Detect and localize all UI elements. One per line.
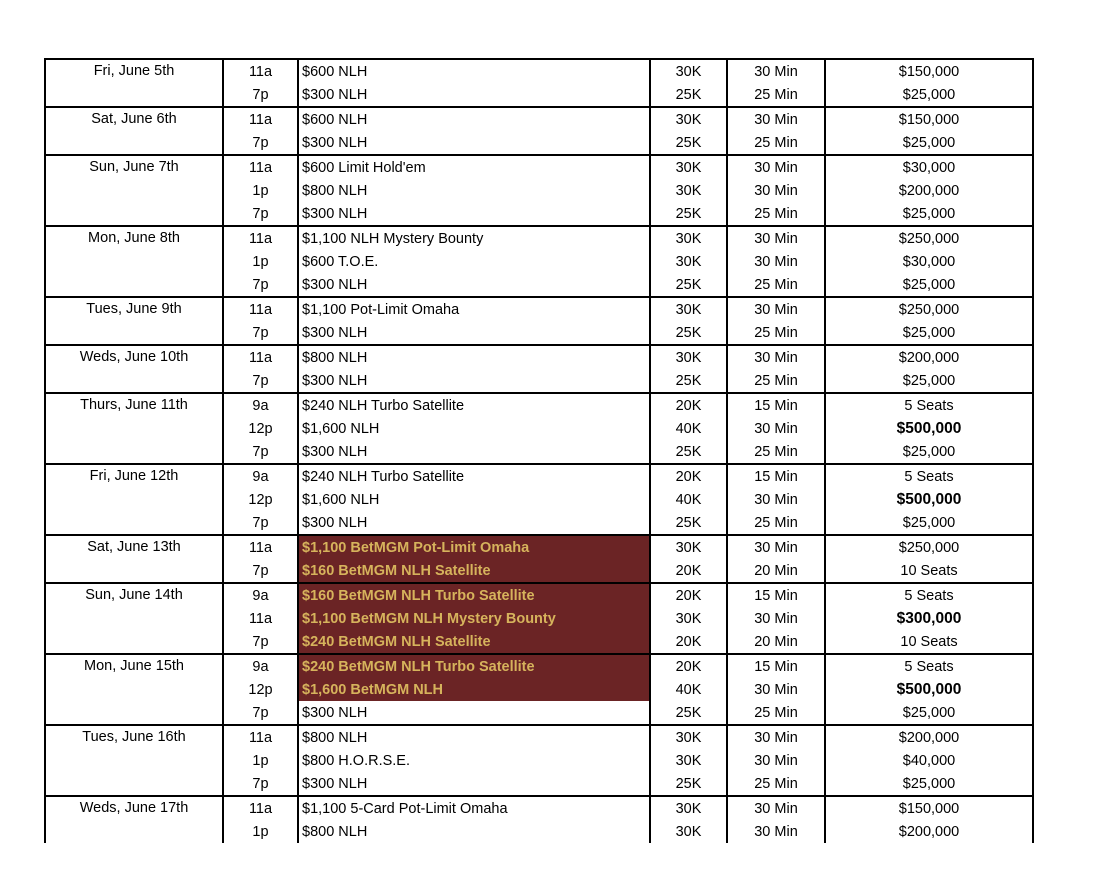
time-cell: 7p xyxy=(223,321,298,345)
level-cell: 30 Min xyxy=(727,345,825,369)
event-cell: $300 NLH xyxy=(298,131,650,155)
event-cell: $1,600 NLH xyxy=(298,488,650,511)
day-cell: Weds, June 10th xyxy=(45,345,223,393)
level-cell: 30 Min xyxy=(727,678,825,701)
stack-cell: 30K xyxy=(650,250,727,273)
guarantee-cell: 5 Seats xyxy=(825,464,1033,488)
time-cell: 12p xyxy=(223,678,298,701)
event-cell: $1,100 Pot-Limit Omaha xyxy=(298,297,650,321)
level-cell: 25 Min xyxy=(727,83,825,107)
event-cell: $300 NLH xyxy=(298,369,650,393)
event-cell: $300 NLH xyxy=(298,701,650,725)
guarantee-cell: $150,000 xyxy=(825,107,1033,131)
event-cell: $1,600 NLH xyxy=(298,417,650,440)
guarantee-cell: 10 Seats xyxy=(825,630,1033,654)
stack-cell: 30K xyxy=(650,725,727,749)
event-cell: $240 BetMGM NLH Satellite xyxy=(298,630,650,654)
time-cell: 7p xyxy=(223,202,298,226)
day-cell: Sun, June 14th xyxy=(45,583,223,654)
event-cell: $300 NLH xyxy=(298,321,650,345)
tournament-schedule-table xyxy=(44,58,1034,843)
stack-cell: 25K xyxy=(650,202,727,226)
table-row xyxy=(45,226,1033,250)
time-cell: 9a xyxy=(223,464,298,488)
level-cell: 30 Min xyxy=(727,226,825,250)
guarantee-cell: $200,000 xyxy=(825,179,1033,202)
guarantee-cell: $200,000 xyxy=(825,820,1033,843)
time-cell: 7p xyxy=(223,273,298,297)
level-cell: 25 Min xyxy=(727,202,825,226)
table-row xyxy=(45,796,1033,820)
event-cell: $160 BetMGM NLH Turbo Satellite xyxy=(298,583,650,607)
event-cell: $800 NLH xyxy=(298,345,650,369)
time-cell: 12p xyxy=(223,417,298,440)
guarantee-cell: $250,000 xyxy=(825,535,1033,559)
level-cell: 30 Min xyxy=(727,607,825,630)
time-cell: 11a xyxy=(223,59,298,83)
stack-cell: 40K xyxy=(650,488,727,511)
time-cell: 7p xyxy=(223,511,298,535)
level-cell: 20 Min xyxy=(727,559,825,583)
level-cell: 30 Min xyxy=(727,820,825,843)
guarantee-cell: $25,000 xyxy=(825,321,1033,345)
event-cell: $240 NLH Turbo Satellite xyxy=(298,464,650,488)
level-cell: 30 Min xyxy=(727,155,825,179)
guarantee-cell: $25,000 xyxy=(825,701,1033,725)
stack-cell: 30K xyxy=(650,179,727,202)
time-cell: 7p xyxy=(223,701,298,725)
level-cell: 30 Min xyxy=(727,796,825,820)
stack-cell: 30K xyxy=(650,345,727,369)
level-cell: 30 Min xyxy=(727,725,825,749)
event-cell: $300 NLH xyxy=(298,202,650,226)
level-cell: 25 Min xyxy=(727,369,825,393)
time-cell: 1p xyxy=(223,820,298,843)
time-cell: 7p xyxy=(223,440,298,464)
time-cell: 11a xyxy=(223,107,298,131)
event-cell: $600 NLH xyxy=(298,59,650,83)
level-cell: 25 Min xyxy=(727,511,825,535)
stack-cell: 20K xyxy=(650,393,727,417)
stack-cell: 25K xyxy=(650,772,727,796)
level-cell: 30 Min xyxy=(727,107,825,131)
level-cell: 15 Min xyxy=(727,654,825,678)
day-cell: Tues, June 16th xyxy=(45,725,223,796)
day-cell: Fri, June 5th xyxy=(45,59,223,107)
time-cell: 11a xyxy=(223,607,298,630)
table-row xyxy=(45,297,1033,321)
event-cell: $240 BetMGM NLH Turbo Satellite xyxy=(298,654,650,678)
table-row xyxy=(45,393,1033,417)
stack-cell: 25K xyxy=(650,321,727,345)
stack-cell: 40K xyxy=(650,678,727,701)
event-cell: $160 BetMGM NLH Satellite xyxy=(298,559,650,583)
time-cell: 7p xyxy=(223,369,298,393)
day-cell: Mon, June 15th xyxy=(45,654,223,725)
event-cell: $300 NLH xyxy=(298,772,650,796)
event-cell: $1,100 NLH Mystery Bounty xyxy=(298,226,650,250)
time-cell: 11a xyxy=(223,345,298,369)
guarantee-cell: $25,000 xyxy=(825,511,1033,535)
guarantee-cell: 5 Seats xyxy=(825,654,1033,678)
level-cell: 30 Min xyxy=(727,749,825,772)
table-row xyxy=(45,535,1033,559)
stack-cell: 25K xyxy=(650,131,727,155)
time-cell: 9a xyxy=(223,393,298,417)
stack-cell: 40K xyxy=(650,417,727,440)
day-cell: Weds, June 17th xyxy=(45,796,223,843)
guarantee-cell: $250,000 xyxy=(825,226,1033,250)
event-cell: $1,100 5-Card Pot-Limit Omaha xyxy=(298,796,650,820)
event-cell: $1,100 BetMGM Pot-Limit Omaha xyxy=(298,535,650,559)
guarantee-cell: $25,000 xyxy=(825,369,1033,393)
day-cell: Sun, June 7th xyxy=(45,155,223,226)
table-row xyxy=(45,654,1033,678)
time-cell: 11a xyxy=(223,725,298,749)
event-cell: $800 NLH xyxy=(298,725,650,749)
table-row xyxy=(45,583,1033,607)
level-cell: 30 Min xyxy=(727,250,825,273)
stack-cell: 25K xyxy=(650,511,727,535)
stack-cell: 25K xyxy=(650,701,727,725)
day-cell: Fri, June 12th xyxy=(45,464,223,535)
stack-cell: 30K xyxy=(650,297,727,321)
time-cell: 11a xyxy=(223,155,298,179)
event-cell: $1,600 BetMGM NLH xyxy=(298,678,650,701)
stack-cell: 30K xyxy=(650,59,727,83)
stack-cell: 30K xyxy=(650,535,727,559)
level-cell: 15 Min xyxy=(727,583,825,607)
guarantee-cell: $250,000 xyxy=(825,297,1033,321)
guarantee-cell: $25,000 xyxy=(825,202,1033,226)
guarantee-cell: $25,000 xyxy=(825,83,1033,107)
event-cell: $800 NLH xyxy=(298,179,650,202)
event-cell: $300 NLH xyxy=(298,83,650,107)
level-cell: 25 Min xyxy=(727,701,825,725)
guarantee-cell: $500,000 xyxy=(825,678,1033,701)
level-cell: 30 Min xyxy=(727,417,825,440)
time-cell: 11a xyxy=(223,796,298,820)
stack-cell: 25K xyxy=(650,273,727,297)
time-cell: 7p xyxy=(223,559,298,583)
time-cell: 11a xyxy=(223,226,298,250)
day-cell: Sat, June 6th xyxy=(45,107,223,155)
guarantee-cell: $150,000 xyxy=(825,796,1033,820)
guarantee-cell: $30,000 xyxy=(825,250,1033,273)
event-cell: $300 NLH xyxy=(298,511,650,535)
time-cell: 1p xyxy=(223,179,298,202)
table-row xyxy=(45,155,1033,179)
table-row xyxy=(45,464,1033,488)
guarantee-cell: $300,000 xyxy=(825,607,1033,630)
event-cell: $600 Limit Hold'em xyxy=(298,155,650,179)
stack-cell: 20K xyxy=(650,559,727,583)
level-cell: 25 Min xyxy=(727,321,825,345)
time-cell: 1p xyxy=(223,250,298,273)
level-cell: 25 Min xyxy=(727,273,825,297)
event-cell: $600 NLH xyxy=(298,107,650,131)
stack-cell: 20K xyxy=(650,630,727,654)
time-cell: 1p xyxy=(223,749,298,772)
stack-cell: 30K xyxy=(650,607,727,630)
schedule-body xyxy=(45,59,1033,843)
day-cell: Sat, June 13th xyxy=(45,535,223,583)
event-cell: $240 NLH Turbo Satellite xyxy=(298,393,650,417)
guarantee-cell: $30,000 xyxy=(825,155,1033,179)
time-cell: 11a xyxy=(223,535,298,559)
guarantee-cell: $40,000 xyxy=(825,749,1033,772)
stack-cell: 30K xyxy=(650,226,727,250)
stack-cell: 20K xyxy=(650,583,727,607)
level-cell: 30 Min xyxy=(727,179,825,202)
guarantee-cell: 10 Seats xyxy=(825,559,1033,583)
level-cell: 25 Min xyxy=(727,131,825,155)
level-cell: 25 Min xyxy=(727,440,825,464)
guarantee-cell: 5 Seats xyxy=(825,583,1033,607)
stack-cell: 30K xyxy=(650,107,727,131)
stack-cell: 20K xyxy=(650,464,727,488)
level-cell: 20 Min xyxy=(727,630,825,654)
event-cell: $300 NLH xyxy=(298,440,650,464)
level-cell: 15 Min xyxy=(727,393,825,417)
stack-cell: 20K xyxy=(650,654,727,678)
level-cell: 15 Min xyxy=(727,464,825,488)
event-cell: $300 NLH xyxy=(298,273,650,297)
level-cell: 30 Min xyxy=(727,59,825,83)
time-cell: 7p xyxy=(223,630,298,654)
time-cell: 11a xyxy=(223,297,298,321)
stack-cell: 25K xyxy=(650,440,727,464)
guarantee-cell: $25,000 xyxy=(825,440,1033,464)
time-cell: 9a xyxy=(223,654,298,678)
table-row xyxy=(45,59,1033,83)
table-row xyxy=(45,345,1033,369)
time-cell: 12p xyxy=(223,488,298,511)
day-cell: Tues, June 9th xyxy=(45,297,223,345)
guarantee-cell: $25,000 xyxy=(825,772,1033,796)
time-cell: 7p xyxy=(223,83,298,107)
time-cell: 9a xyxy=(223,583,298,607)
event-cell: $1,100 BetMGM NLH Mystery Bounty xyxy=(298,607,650,630)
stack-cell: 25K xyxy=(650,83,727,107)
guarantee-cell: $200,000 xyxy=(825,725,1033,749)
stack-cell: 30K xyxy=(650,155,727,179)
level-cell: 25 Min xyxy=(727,772,825,796)
level-cell: 30 Min xyxy=(727,297,825,321)
time-cell: 7p xyxy=(223,131,298,155)
guarantee-cell: $150,000 xyxy=(825,59,1033,83)
guarantee-cell: $25,000 xyxy=(825,131,1033,155)
event-cell: $800 H.O.R.S.E. xyxy=(298,749,650,772)
day-cell: Mon, June 8th xyxy=(45,226,223,297)
guarantee-cell: $25,000 xyxy=(825,273,1033,297)
level-cell: 30 Min xyxy=(727,535,825,559)
level-cell: 30 Min xyxy=(727,488,825,511)
stack-cell: 30K xyxy=(650,749,727,772)
event-cell: $600 T.O.E. xyxy=(298,250,650,273)
guarantee-cell: $500,000 xyxy=(825,488,1033,511)
stack-cell: 25K xyxy=(650,369,727,393)
event-cell: $800 NLH xyxy=(298,820,650,843)
table-row xyxy=(45,725,1033,749)
guarantee-cell: $200,000 xyxy=(825,345,1033,369)
time-cell: 7p xyxy=(223,772,298,796)
table-row xyxy=(45,107,1033,131)
day-cell: Thurs, June 11th xyxy=(45,393,223,464)
guarantee-cell: 5 Seats xyxy=(825,393,1033,417)
stack-cell: 30K xyxy=(650,820,727,843)
stack-cell: 30K xyxy=(650,796,727,820)
guarantee-cell: $500,000 xyxy=(825,417,1033,440)
